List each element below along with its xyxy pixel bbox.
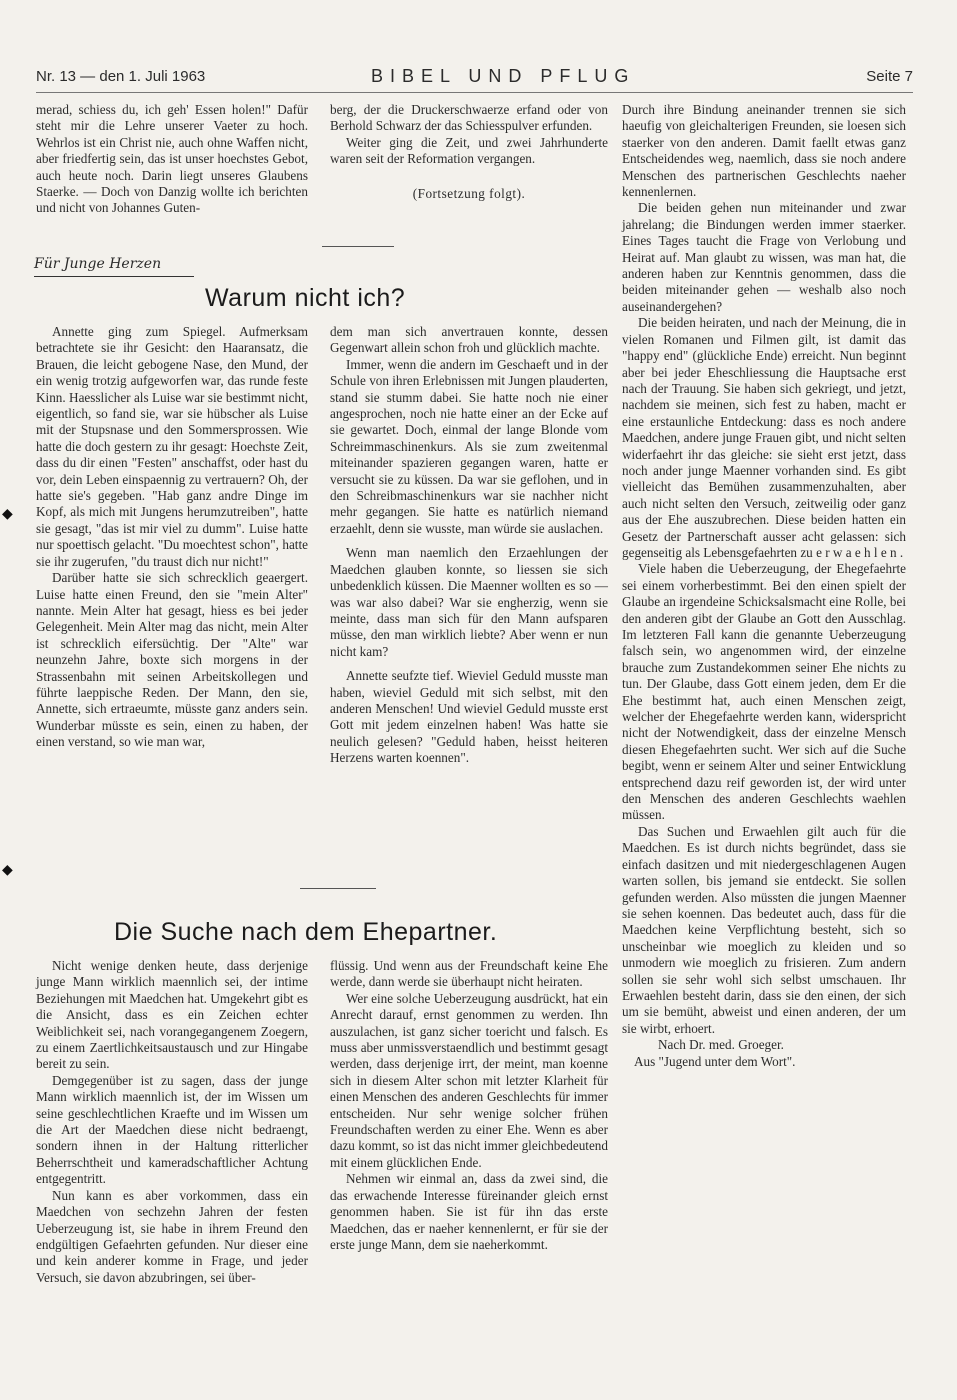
margin-mark: ◆ [2,507,13,522]
paragraph: berg, der die Druckerschwaerze erfand oder von Berhold Schwarz der das Schiesspulver erfunden. [330,102,608,134]
article1-col1 [36,324,308,751]
divider [322,246,394,247]
article1-col2 [330,324,608,767]
paragraph: Annette seufzte tief. Wieviel Geduld musste man haben, wieviel Geduld mit sich selbst, mit den anderen Menschen! Und wieviel Geduld musste erst Gott mit jedem einzelnen haben! Was hatte sie neulich gelesen? "Geduld haben, heisst heiteren Herzens warten koennen". [330,668,608,766]
article1-title: Warum nicht ich? [205,284,406,312]
article2-col1 [36,958,308,1286]
paragraph: Die beiden gehen nun miteinander und zwar jahrelang; die Bindungen werden immer staerker. Eines Tages taucht die Frage von Verlobung und Heirat auf. Man glaubt zu wissen, was man hat, die anderen haben zur Kenntnis genommen, dass die beiden miteinander gehen — weshalb also noch auseinandergehen? [622,200,906,314]
paragraph: Nehmen wir einmal an, dass da zwei sind, die das erwachende Interesse füreinander gleich ernst genommen haben. Sie ist für ihn das erste Maedchen, das er naeher kennenlernt, er für sie der erste junge Mann, dem sie naeherkommt. [330,1171,608,1252]
prev-article-col1 [36,102,308,217]
paragraph: Durch ihre Bindung aneinander trennen sie sich haeufig von gleichalterigen Freunden, sie loesen sich staerker von den anderen. Damit faellt etwas ganz Entscheidendes weg, naemlich, dass sie noch andere Menschen des partnerischen Geschlechts naeher kennenlernen. [622,102,906,200]
paragraph: Die beiden heiraten, und nach der Meinung, die in vielen Romanen und Filmen gilt, ist damit das "happy end" (glückliche Ende) erreicht. Nun beginnt aber bei jeder Eheschliessung die Hauptsache erst nach der Trauung. Sie haben sich gekriegt, und jetzt, nachdem sie meinen, sich fest zu haben, macht er eine erstaunliche Entdeckung: dass es noch andere Maedchen, andere junge Frauen gibt, und nicht selten widerfaehrt ihr das gleiche: sie sieht erst jetzt, dass noch ander junge Maenner vorhanden sind. Es gibt vielleicht das Bemühen zusammenzuhalten, aber auch nicht selten den Versuch, zeitweilig oder ganz aus der Ehe auszubrechen. Diese beiden hatten ein Gesetz der Partnerschaft ausser acht gelassen: sich gegenseitig als Lebensgefaehrten zu e r w a e h l e n . [622,315,906,560]
paragraph: Demgegenüber ist zu sagen, dass der junge Mann wirklich maennlich ist, der im Wissen um seine geschlechtlichen Kraefte und im Wissen um die Art der Maedchen diese nicht bedraengt, sondern ihnen in der Haltung ritterlicher Beherrschtheit und kameradschaftlicher Achtung entgegentritt. [36,1072,308,1187]
paragraph: Darüber hatte sie sich schrecklich geaergert. Luise hatte einen Freund, den sie "mein Alter" nannte. Mein Alter hat gesagt, hiess es bei jeder Gelegenheit. Mein Alter mag das nicht, mein Alter ist schrecklich eifersüchtig. Der "Alte" war neunzehn Jahre, boxte sich morgens in der Strassenbahn mit seinen Arbeitskollegen und führte laeppische Reden. Der Mann, den sie, Annette, sich ertraeumte, müsste ganz anders sein. Wunderbar müsste es sein, einen zu haben, der einen verstand, so wie man war, [36,570,308,750]
paragraph: Wer eine solche Ueberzeugung ausdrückt, hat ein Anrecht darauf, ernst genommen zu werden. Ihn auszulachen, ist ganz sicher toericht und falsch. Es muss aber unmissverstaendlich und bestimmt gesagt werden, dass derjenige irrt, der meint, man koenne sich in diesem Alter schon mit letzter Klarheit für einen Menschen des anderen Geschlechts für immer entscheiden. Nur sehr wenige solcher frühen Freundschaften werden zu einer Ehe. Wenn es aber dazu kommt, so ist das nicht immer gleichbedeutend mit einem glücklichen Ende. [330,990,608,1170]
article2-col2 [330,958,608,1253]
issue-date: Nr. 13 — den 1. Juli 1963 [36,68,206,85]
article2-title: Die Suche nach dem Ehepartner. [114,918,498,946]
prev-article-col2 [330,102,608,202]
masthead [36,62,913,93]
right-column [622,102,906,1070]
margin-mark: ◆ [2,863,13,878]
signature-source: Aus "Jugend unter dem Wort". [634,1053,796,1069]
signature-author: Nach Dr. med. Groeger. [658,1037,784,1053]
paragraph: Nun kann es aber vorkommen, dass ein Maedchen von sechzehn Jahren der festen Ueberzeugung ist, sie habe in ihrem Freund den endgültigen Gefaehrten gefunden. Nur dieser eine und kein anderer komme in Frage, und jeder Versuch, sie davon abzubringen, sei über- [36,1187,308,1285]
paragraph: Annette ging zum Spiegel. Aufmerksam betrachtete sie ihr Gesicht: den Haaransatz, die Brauen, die leicht gebogene Nase, den Mund, der ein wenig trotzig aufgeworfen war, das runde feste Kinn. Haesslicher als Luise war sie bestimmt nicht, eigentlich, so fand sie, war sie hübscher als Luise mit der Stupsnase und den Sommersprossen. Wie hatte die doch gestern zu ihr gesagt: Hoechste Zeit, dass du dir einen "Festen" anschaffst, oder hast du vor, dein Leben einspaennig zu vertrauern? Oh, der hatte sie's gegeben. "Hab ganz andre Dinge im Kopf, als mich mit Jungens herumzutreiben", hatte sie gesagt, "das ist mir viel zu dumm". Luise hatte nur spoettisch gelacht. "Du moechtest schon", hatte sie ihr zugerufen, "du traust dich nur nicht!" [36,324,308,569]
divider [300,888,376,889]
paragraph: Das Suchen und Erwaehlen gilt auch für die Maedchen. Es ist durch nichts begründet, dass sie einfach dasitzen und mit niedergeschlagenen Augen warten sollen, bis jemand sie entdeckt. Sie sollen gefunden werden. Also müssten die jungen Maenner sie sehen koennen. Das bedeutet auch, dass für die Maedchen keine Verpflichtung besteht, sich so unscheinbar wie moeglich zu kleiden und so unmodern wie moeglich zu frisieren. Zum andern sollen sie sehr wohl sich selbst umschauen. Ihr Erwaehlen besteht darin, dass sie den einen, der sich um sie bemüht, abweist und einen anderen, der um sie wirbt, erhoert. [622,823,906,1036]
paragraph: dem man sich anvertrauen konnte, dessen Gegenwart allein schon froh und glücklich machte. [330,324,608,356]
paragraph: Viele haben die Ueberzeugung, der Ehegefaehrte sei einem vorherbestimmt. Bei den einen spielt der Glaube an irgendeine Schicksalsmacht eine Rolle, bei den anderen gibt der Glaube an Gott den Ausschlag. Im letzteren Fall kann die genannte Ueberzeugung falsch sein, wo angenommen wird, der einzelne brauche zum Zustandekommen seiner Ehe nichts zu tun. Der Glaube, dass Gott einem jeden, dem Er die Ehe bestimmt hat, auch einen Menschen zeigt, welcher der Ehegefaehrte werden kann, widerspricht nicht der Notwendigkeit, dass der einzelne Mensch diesen Ehegefaehrten sucht. Wer sich auf die Suche begibt, wenn er seinem Alter und seiner Entwicklung entsprechend dazu reif geworden ist, der wird unter den Menschen des anderen Geschlechts waehlen müssen. [622,561,906,823]
section-kicker: Für Junge Herzen [34,256,162,272]
continued-note: (Fortsetzung folgt). [412,185,526,201]
paragraph: Wenn man naemlich den Erzaehlungen der Maedchen glauben konnte, so liessen sie sich unbedenklich küssen. Die Maenner wollten es so — was war also dabei? War sie engherzig, wenn sie meinte, dass man sich für den Mann aufsparen müsse, den man wirklich liebte? Aber wenn er nun nicht kam? [330,545,608,659]
paragraph: Nicht wenige denken heute, dass derjenige junge Mann wirklich maennlich sei, der intime Beziehungen mit Maedchen hat. Umgekehrt gibt es die Ansicht, dass es ein Zeichen echter Weiblichkeit sei, nach vorangegangenem Zoegern, zu einem Zaertlichkeitsaustausch und zur Hingabe bereit zu sein. [36,958,308,1072]
page-number: Seite 7 [866,68,913,85]
paragraph: Immer, wenn die andern im Geschaeft und in der Schule von ihren Erlebnissen mit Jungen plauderten, stand sie stumm dabei. Sie hatte noch nie einer angesprochen, noch nie hatte einer an der Ecke auf sie gewartet. Doch, einmal der lange Blonde vom Schreimmaschinenkurs. Als sie zum zweitenmal miteinander spazieren gegangen waren, hatte er versucht sie zu küssen. Da war sie geflohen, und in den Schreibmaschinenkurs war sie nachher nicht mehr gegangen. Sie hatte es natürlich niemand erzaehlt, denn sie wusste, man würde sie auslachen. [330,356,608,536]
kicker-underline [34,276,194,277]
publication-title: BIBEL UND PFLUG [371,66,636,86]
paragraph: merad, schiess du, ich geh' Essen holen!" Dafür steht mir die Lehre unserer Vaeter zu hoch. Wehrlos ist ein Christ nie, auch ohne Waffen nicht, aber friedfertig sein, das ist unser hoechstes Gebot, auch heute noch. Darin liegt unseres Glaubens Staerke. — Doch von Danzig wollte ich berichten und nicht von Johannes Guten- [36,102,308,216]
paragraph: flüssig. Und wenn aus der Freundschaft keine Ehe werde, dann werde sie überhaupt nicht heiraten. [330,958,608,990]
paragraph: Weiter ging die Zeit, und zwei Jahrhunderte waren seit der Reformation vergangen. [330,134,608,167]
